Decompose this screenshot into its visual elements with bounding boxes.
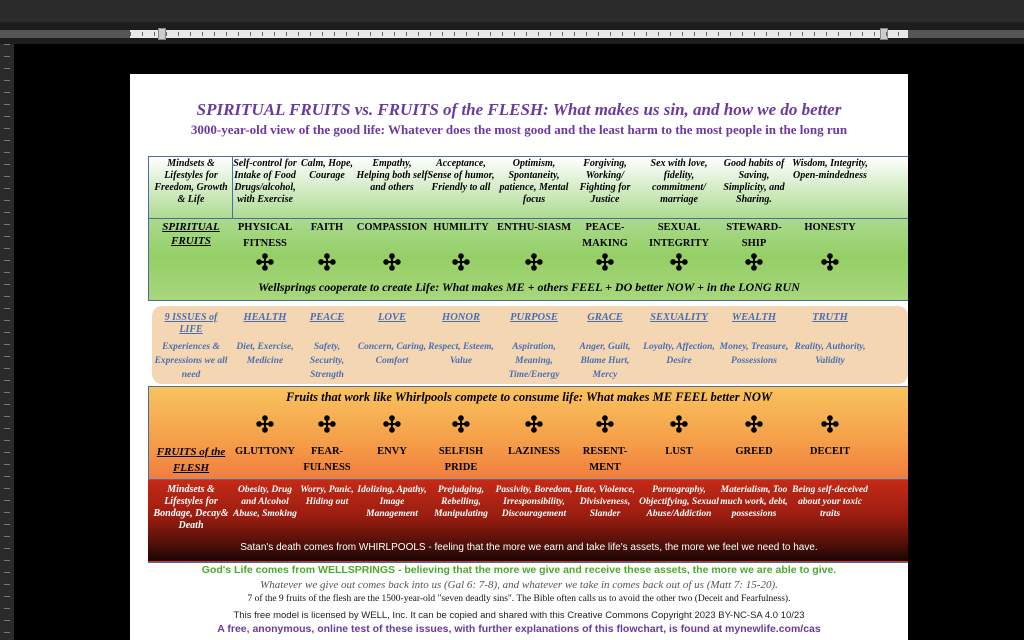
spiritual-mindset-cell: Good habits of Saving, Simplicity, and Sharing. [723,158,785,205]
spiritual-fruit-cell: COMPASSION [356,222,428,233]
cross-icon: ✣ [595,250,615,275]
ruler-tick [682,32,683,36]
ruler-tick [298,32,299,36]
ruler-tick [4,416,10,417]
ruler-tick [526,32,527,36]
ruler-tick [4,176,10,177]
issue-name: HONOR [442,312,480,323]
spiritual-fruit-cell: PEACE-MAKING [582,222,628,249]
ruler-tick [142,32,143,36]
ruler-tick [754,32,755,36]
ruler-tick [4,308,10,309]
cross-icon: ✣ [382,412,402,437]
spiritual-mindset-cell: Wisdom, Integrity, Open-mindedness [792,158,868,181]
ruler-tick [718,32,719,36]
issues-label: 9 ISSUES of LIFE [164,312,218,335]
ruler-tick [4,512,10,513]
cross-icon: ✣ [317,250,337,275]
test-link-line[interactable]: A free, anonymous, online test of these issues, with further explanations of this flowchart, is found at mynewlife.com/cas [217,623,821,635]
ruler-tick [778,32,779,36]
ruler-tick [4,464,10,465]
spiritual-mindset-cell: Sex with love, fidelity, commitment/ marriage [650,158,708,205]
ruler-tick [694,32,695,36]
ruler-tick [502,32,503,36]
document-page[interactable] [130,74,908,640]
ruler-tick [4,80,10,81]
ruler-tick [4,56,10,57]
ruler-tick [874,32,875,36]
ruler-tick [4,320,10,321]
spiritual-mindset-cell: Forgiving, Working/ Fighting for Justice [579,158,631,205]
page-title: SPIRITUAL FRUITS vs. FRUITS of the FLESH: What makes us sin, and how we do better [196,100,842,119]
flesh-mindset-cell: Worry, Panic, Hiding out [300,485,354,507]
gods-line: God's Life comes from WELLSPRINGS - believing that the more we give and receive these assets, the more we are able to give. [201,564,837,576]
horizontal-ruler[interactable] [0,22,1024,44]
flesh-fruit-cell: GREED [735,446,773,457]
cross-icon: ✣ [524,412,544,437]
ruler-tick [418,32,419,36]
ruler-tick [442,32,443,36]
ruler-tick [4,452,10,453]
flesh-fruits-label: FRUITS of the FLESH [156,446,226,474]
wellsprings-line: Wellsprings cooperate to create Life: What makes ME + others FEEL + DO better NOW + in the LONG RUN [258,280,800,294]
issue-name: PURPOSE [510,312,558,323]
ruler-tick [730,32,731,36]
vertical-ruler[interactable] [0,44,14,640]
ruler-tick [658,32,659,36]
whirlpools-line: Fruits that work like Whirlpools compete to consume life: What makes ME FEEL better NOW [286,390,772,404]
ruler-tick [4,332,10,333]
ruler-tick [4,356,10,357]
flesh-mindset-cell: Materialism, Too much work, debt, possessions [720,485,788,519]
ruler-tick [394,32,395,36]
issue-desc: Concern, Caring, Comfort [357,342,427,366]
ruler-tick [4,488,10,489]
ruler-tick [178,32,179,36]
ruler-tick [166,32,167,36]
issue-desc: Money, Treasure, Possessions [719,342,789,366]
flesh-mindsets-label: Mindsets & Lifestyles for Bondage, Decay& Death [153,484,229,531]
ruler-margin-right [908,30,1024,38]
flesh-mindset-cell: Obesity, Drug and Alcohol Abuse, Smoking [233,485,297,519]
ruler-tick [4,140,10,141]
divider [148,218,908,219]
ruler-tick [370,32,371,36]
ruler-tick [4,200,10,201]
ruler-tick [334,32,335,36]
ruler-tick [4,188,10,189]
ruler-tick [4,560,10,561]
issue-desc: Loyalty, Affection, Desire [643,342,715,366]
ruler-tick [4,572,10,573]
cross-icon: ✣ [595,412,615,437]
ruler-tick [898,32,899,36]
ruler-tick [850,32,851,36]
ruler-tick [4,620,10,621]
cross-icon: ✣ [744,412,764,437]
spiritual-mindset-cell: Empathy, Helping both self and others [356,158,428,193]
ruler-tick [190,32,191,36]
ruler-tick [4,404,10,405]
ruler-tick [262,32,263,36]
ruler-tick [382,32,383,36]
ruler-tick [4,236,10,237]
issues-sub-label: Experiences & Expressions we all need [154,342,228,380]
ruler-tick [4,380,10,381]
spiritual-fruit-cell: SEXUAL INTEGRITY [648,222,710,249]
ruler-tick [610,32,611,36]
cross-icon: ✣ [451,250,471,275]
ruler-tick [322,32,323,36]
ruler-tick [238,32,239,36]
issue-desc: Aspiration, Meaning, Time/Energy [508,342,560,380]
spiritual-fruit-cell: ENTHU-SIASM [496,222,572,233]
cross-icon: ✣ [524,250,544,275]
issue-desc: Anger, Guilt, Blame Hurt, Mercy [579,342,631,380]
flesh-mindset-cell: Being self-deceived about your toxic traits [792,485,868,519]
ruler-tick [886,32,887,36]
ruler-tick [4,584,10,585]
ruler-tick [454,32,455,36]
ruler-tick [4,392,10,393]
ruler-tick [4,272,10,273]
ruler-tick [4,164,10,165]
ruler-tick [742,32,743,36]
flesh-fruit-cell: FEAR-FULNESS [303,446,351,473]
ruler-tick [814,32,815,36]
ruler-tick [4,440,10,441]
spiritual-mindset-cell: Optimism, Spontaneity, patience, Mental focus [499,158,569,205]
ruler-tick [514,32,515,36]
ruler-tick [346,32,347,36]
ruler-tick [4,368,10,369]
spiritual-mindset-cell: Calm, Hope, Courage [301,158,353,181]
spiritual-fruit-cell: HUMILITY [433,222,489,233]
ruler-tick [4,500,10,501]
ruler-tick [646,32,647,36]
ruler-tick [430,32,431,36]
issue-desc: Diet, Exercise, Medicine [236,342,294,366]
spiritual-fruit-cell: HONESTY [804,222,856,233]
ruler-tick [286,32,287,36]
spiritual-mindset-cell: Self-control for Intake of Food Drugs/alcohol, with Exercise [233,158,297,205]
ruler-tick [4,116,10,117]
ruler-margin-left [0,30,130,38]
issue-name: LOVE [377,312,406,323]
flesh-fruit-cell: LAZINESS [508,446,560,457]
ruler-tick [766,32,767,36]
flesh-fruit-cell: RESENT-MENT [582,446,628,473]
ruler-tick [4,128,10,129]
issue-name: SEXUALITY [650,312,708,323]
ruler-tick [4,524,10,525]
flesh-mindset-cell: Pornography, Objectifying, Sexual Abuse/Addiction [639,485,719,519]
spiritual-fruit-cell: PHYSICAL FITNESS [237,222,293,249]
flesh-fruit-cell: LUST [665,446,693,457]
cross-icon: ✣ [744,250,764,275]
issue-name: GRACE [587,312,623,323]
ruler-tick [838,32,839,36]
ruler-tick [4,224,10,225]
issue-desc: Respect, Esteem, Value [428,342,494,366]
ruler-track [130,30,908,38]
issue-name: HEALTH [243,312,287,323]
whatever-line: Whatever we give out comes back into us (Gal 6: 7-8), and whatever we take in comes back out of us (Matt 7: 15-20). [260,579,778,591]
spiritual-fruits-label: SPIRITUAL FRUITS [162,221,220,247]
flesh-mindset-cell: Prejudging, Rebelling, Manipulating [434,485,488,519]
ruler-tick [634,32,635,36]
spiritual-fruit-cell: STEWARD-SHIP [726,222,782,249]
flesh-mindset-cell: Passivity, Boredom, Irresponsibility, Discouragement [495,485,573,519]
ruler-tick [562,32,563,36]
ruler-tick [4,44,10,45]
ruler-tick [4,92,10,93]
ruler-tick [202,32,203,36]
cross-icon: ✣ [255,250,275,275]
ruler-tick [466,32,467,36]
ruler-tick [598,32,599,36]
flesh-fruit-cell: GLUTTONY [235,446,295,457]
ruler-tick [274,32,275,36]
ruler-tick [622,32,623,36]
ruler-tick [4,596,10,597]
ruler-tick [826,32,827,36]
cross-icon: ✣ [255,412,275,437]
seven-sins-line: 7 of the 9 fruits of the flesh are the 1500-year-old "seven deadly sins". The Bible often calls us to avoid the other two (Deceit and Fearfulness). [247,594,791,604]
cross-icon: ✣ [669,412,689,437]
spiritual-fruit-cell: FAITH [310,222,344,233]
cross-icon: ✣ [382,250,402,275]
issue-name: PEACE [309,312,345,323]
ruler-tick [4,68,10,69]
ruler-tick [4,284,10,285]
license-line: This free model is licensed by WELL, Inc. It can be copied and shared with this Creative Commons Copyright 2023 BY-NC-SA 4.0 10/23 [233,610,805,621]
ruler-tick [4,152,10,153]
flesh-fruit-cell: ENVY [377,446,407,457]
ruler-tick [4,104,10,105]
spiritual-mindset-cell: Acceptance, Sense of humor, Friendly to all [427,158,495,193]
flesh-mindset-cell: Hate, Violence, Divisiveness, Slander [575,485,635,519]
flesh-fruit-cell: SELFISH PRIDE [438,446,484,473]
issue-name: TRUTH [812,312,848,323]
cross-icon: ✣ [669,250,689,275]
ruler-tick [538,32,539,36]
cross-icon: ✣ [451,412,471,437]
cross-icon: ✣ [820,412,840,437]
ruler-tick [802,32,803,36]
ruler-tick [574,32,575,36]
indent-marker[interactable] [158,28,166,40]
ruler-tick [226,32,227,36]
ruler-tick [130,32,131,36]
ruler-tick [706,32,707,36]
ruler-tick [670,32,671,36]
ruler-tick [478,32,479,36]
ruler-tick [490,32,491,36]
ruler-tick [550,32,551,36]
page-subtitle: 3000-year-old view of the good life: Whatever does the most good and the least harm to the most people in the long run [190,122,848,137]
ruler-tick [310,32,311,36]
ruler-tick [4,344,10,345]
issue-name: WEALTH [731,312,777,323]
satan-line: Satan's death comes from WHIRLPOOLS - feeling that the more we earn and take life's assets, the more we feel we need to have. [240,542,818,553]
ruler-tick [862,32,863,36]
ruler-tick [4,476,10,477]
cross-icon: ✣ [317,412,337,437]
ruler-tick [358,32,359,36]
flesh-mindset-cell: Idolizing, Apathy, Image Management [357,485,427,519]
cross-icon: ✣ [820,250,840,275]
app-toolbar [0,0,1024,22]
issue-desc: Safety, Security, Strength [309,342,345,380]
ruler-tick [4,212,10,213]
ruler-tick [4,536,10,537]
ruler-tick [214,32,215,36]
ruler-tick [790,32,791,36]
ruler-tick [586,32,587,36]
ruler-tick [4,296,10,297]
flesh-fruit-cell: DECEIT [809,446,851,457]
ruler-tick [4,608,10,609]
ruler-tick [406,32,407,36]
ruler-tick [4,632,10,633]
issue-desc: Reality, Authority, Validity [794,342,866,366]
ruler-tick [4,548,10,549]
ruler-tick [154,32,155,36]
ruler-tick [4,260,10,261]
ruler-tick [4,428,10,429]
ruler-tick [250,32,251,36]
ruler-tick [4,248,10,249]
spiritual-mindsets-label: Mindsets & Lifestyles for Freedom, Growth & Life [154,158,228,205]
